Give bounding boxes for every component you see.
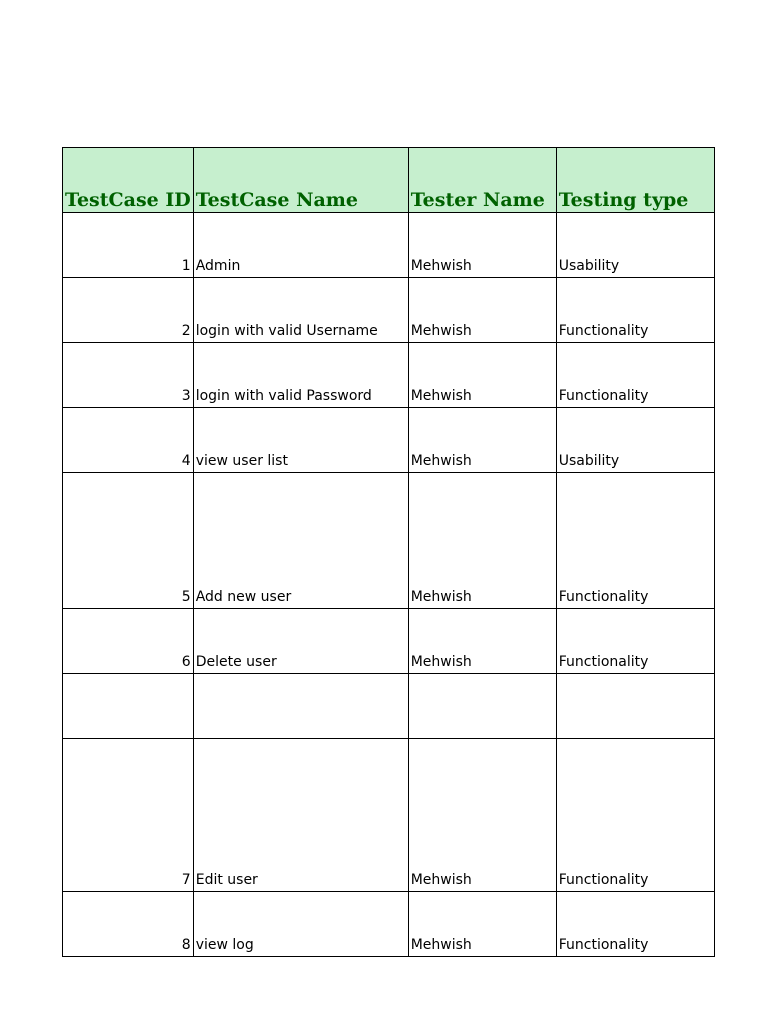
cell-testing-type[interactable]: Functionality [556, 343, 714, 408]
cell-testing-type[interactable]: Functionality [556, 278, 714, 343]
cell-tester-name[interactable]: Mehwish [408, 213, 556, 278]
cell-testcase-id[interactable]: 2 [63, 278, 194, 343]
cell-testcase-id[interactable]: 7 [63, 739, 194, 892]
cell-tester-name[interactable]: Mehwish [408, 609, 556, 674]
header-testing-type[interactable]: Testing type [556, 148, 714, 213]
cell-testing-type[interactable]: Usability [556, 213, 714, 278]
cell-testcase-name[interactable]: login with valid Password [193, 343, 408, 408]
table-row [63, 343, 715, 408]
header-row [63, 148, 715, 213]
cell-testcase-name[interactable]: Admin [193, 213, 408, 278]
cell-testing-type[interactable]: Functionality [556, 473, 714, 609]
cell-testcase-id[interactable]: 6 [63, 609, 194, 674]
cell-testing-type[interactable]: Functionality [556, 739, 714, 892]
cell-testcase-name[interactable]: login with valid Username [193, 278, 408, 343]
header-testcase-name[interactable]: TestCase Name [193, 148, 408, 213]
cell-testing-type[interactable]: Functionality [556, 892, 714, 957]
cell-testcase-name[interactable]: Edit user [193, 739, 408, 892]
table-row [63, 892, 715, 957]
table-row [63, 609, 715, 674]
table-row [63, 473, 715, 609]
header-testcase-id[interactable]: TestCase ID [63, 148, 194, 213]
cell-testcase-name[interactable]: Add new user [193, 473, 408, 609]
header-tester-name[interactable]: Tester Name [408, 148, 556, 213]
table-row [63, 408, 715, 473]
table-row [63, 739, 715, 892]
cell-tester-name[interactable] [408, 674, 556, 739]
cell-testing-type[interactable]: Usability [556, 408, 714, 473]
cell-testing-type[interactable] [556, 674, 714, 739]
cell-tester-name[interactable]: Mehwish [408, 473, 556, 609]
cell-testcase-name[interactable]: view log [193, 892, 408, 957]
cell-testcase-id[interactable]: 5 [63, 473, 194, 609]
cell-tester-name[interactable]: Mehwish [408, 408, 556, 473]
empty-row [63, 674, 715, 739]
cell-testing-type[interactable]: Functionality [556, 609, 714, 674]
cell-tester-name[interactable]: Mehwish [408, 892, 556, 957]
cell-testcase-id[interactable]: 1 [63, 213, 194, 278]
cell-testcase-name[interactable]: view user list [193, 408, 408, 473]
cell-tester-name[interactable]: Mehwish [408, 739, 556, 892]
cell-testcase-id[interactable]: 3 [63, 343, 194, 408]
cell-testcase-id[interactable]: 8 [63, 892, 194, 957]
table-row [63, 213, 715, 278]
cell-tester-name[interactable]: Mehwish [408, 278, 556, 343]
cell-testcase-name[interactable] [193, 674, 408, 739]
cell-testcase-id[interactable]: 4 [63, 408, 194, 473]
cell-tester-name[interactable]: Mehwish [408, 343, 556, 408]
table-row [63, 278, 715, 343]
cell-testcase-name[interactable]: Delete user [193, 609, 408, 674]
cell-testcase-id[interactable] [63, 674, 194, 739]
test-case-table [62, 147, 715, 957]
